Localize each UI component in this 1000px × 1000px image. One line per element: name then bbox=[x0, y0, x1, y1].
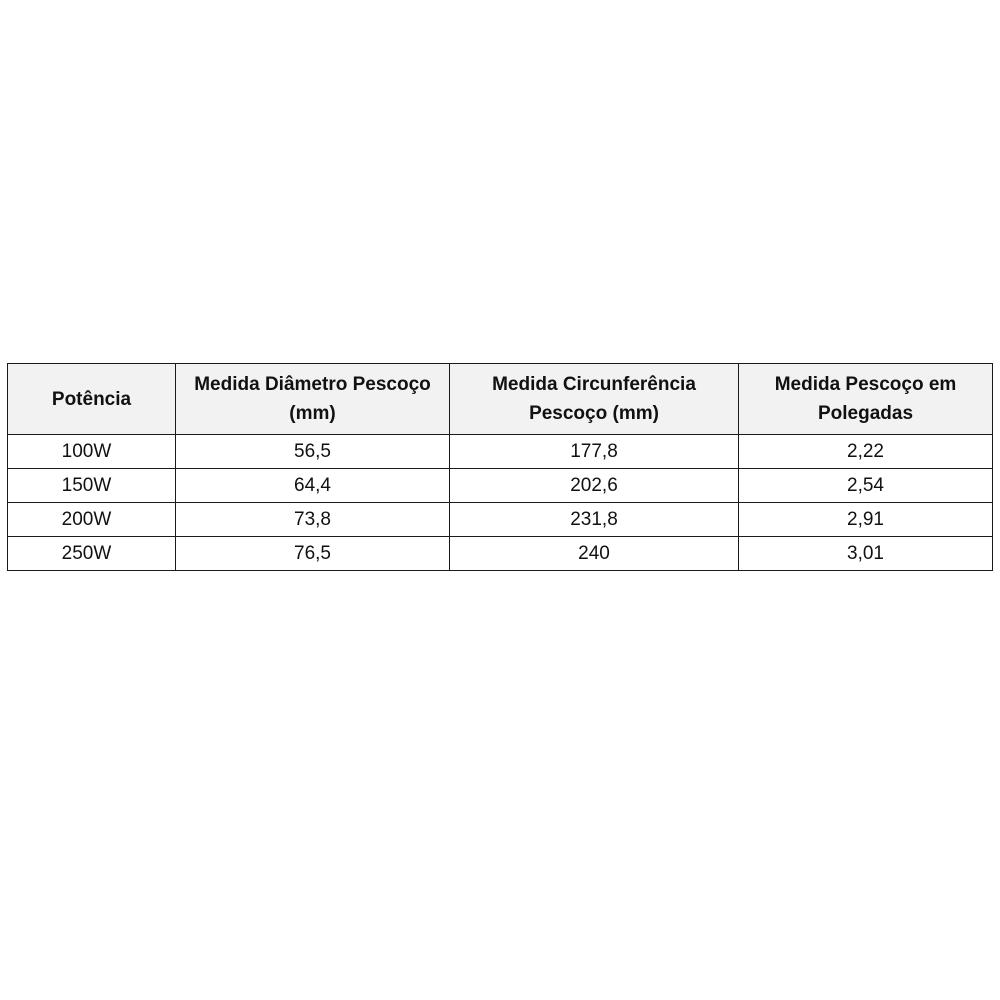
cell-potencia: 200W bbox=[8, 503, 176, 537]
table-header bbox=[8, 364, 993, 435]
cell-polegadas: 2,91 bbox=[739, 503, 993, 537]
table-row bbox=[8, 435, 993, 469]
spec-table bbox=[7, 363, 993, 571]
spec-table-container bbox=[7, 363, 992, 571]
header-diametro: Medida Diâmetro Pescoço (mm) bbox=[176, 364, 450, 435]
cell-polegadas: 2,22 bbox=[739, 435, 993, 469]
cell-potencia: 100W bbox=[8, 435, 176, 469]
cell-circunferencia: 231,8 bbox=[450, 503, 739, 537]
cell-diametro: 73,8 bbox=[176, 503, 450, 537]
header-circunferencia: Medida Circunferência Pescoço (mm) bbox=[450, 364, 739, 435]
cell-circunferencia: 240 bbox=[450, 537, 739, 571]
table-row bbox=[8, 469, 993, 503]
header-polegadas: Medida Pescoço em Polegadas bbox=[739, 364, 993, 435]
cell-diametro: 56,5 bbox=[176, 435, 450, 469]
header-row bbox=[8, 364, 993, 435]
header-potencia: Potência bbox=[8, 364, 176, 435]
table-row bbox=[8, 537, 993, 571]
cell-polegadas: 3,01 bbox=[739, 537, 993, 571]
table-body bbox=[8, 435, 993, 571]
cell-potencia: 250W bbox=[8, 537, 176, 571]
table-row bbox=[8, 503, 993, 537]
cell-circunferencia: 202,6 bbox=[450, 469, 739, 503]
cell-polegadas: 2,54 bbox=[739, 469, 993, 503]
cell-circunferencia: 177,8 bbox=[450, 435, 739, 469]
cell-diametro: 64,4 bbox=[176, 469, 450, 503]
cell-diametro: 76,5 bbox=[176, 537, 450, 571]
cell-potencia: 150W bbox=[8, 469, 176, 503]
